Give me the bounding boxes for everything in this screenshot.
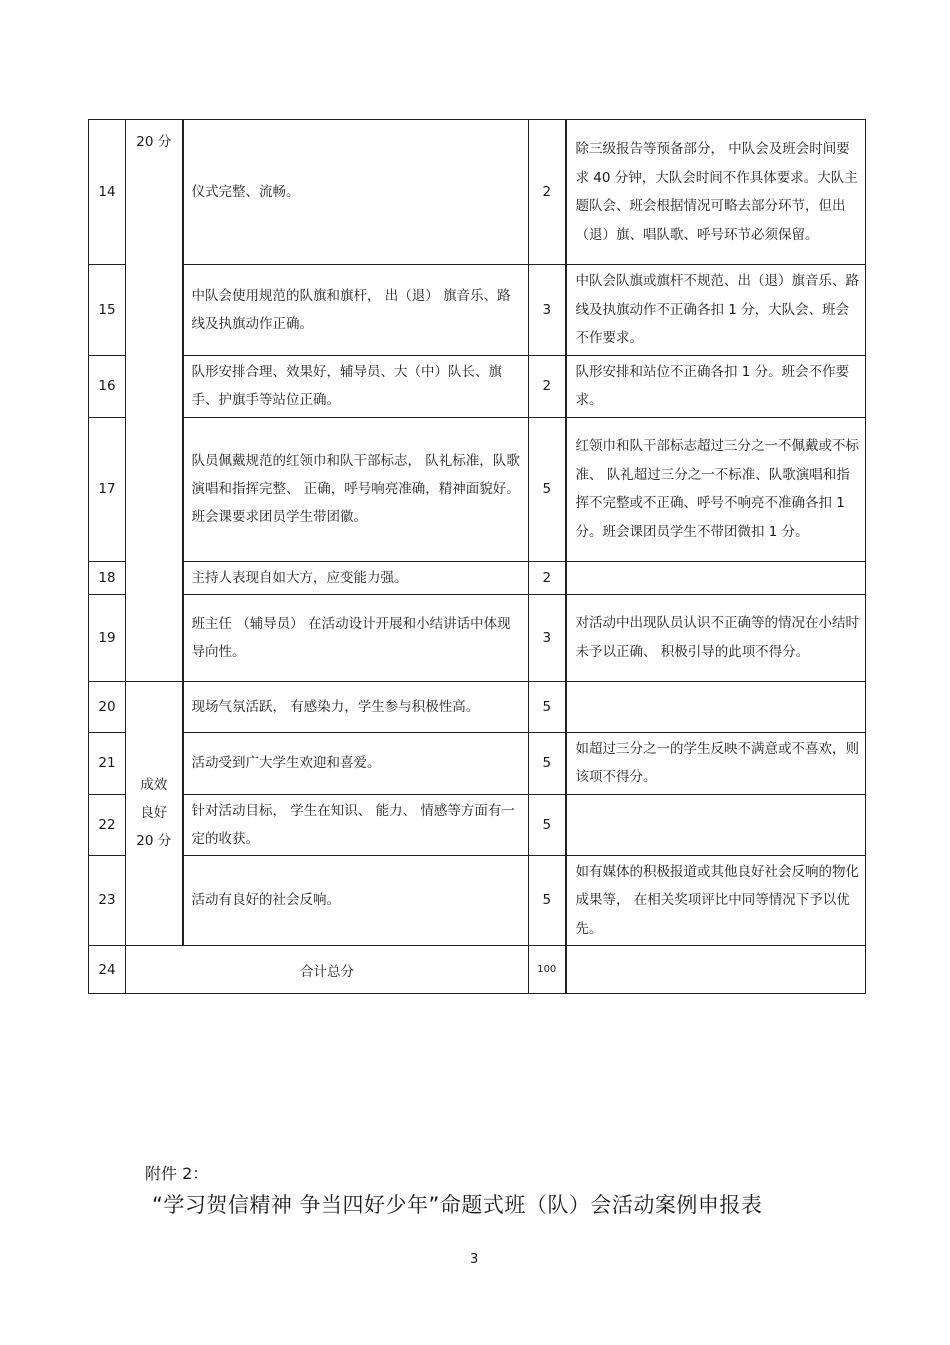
table-row xyxy=(89,417,866,561)
row-number: 14 xyxy=(89,120,126,265)
table-row xyxy=(89,355,866,417)
row-number: 19 xyxy=(89,594,126,681)
points-cell: 5 xyxy=(529,732,566,794)
total-points: 100 xyxy=(529,946,566,994)
points-cell: 5 xyxy=(529,794,566,855)
points-cell: 5 xyxy=(529,681,566,732)
category-cell-effect xyxy=(126,681,183,946)
annex-label: 附件 2： xyxy=(145,1164,209,1183)
note-cell: 如有媒体的积极报道或其他良好社会反响的物化成果等， 在相关奖项评比中同等情况下予以优先。 xyxy=(566,855,866,946)
criteria-cell: 队形安排合理、效果好，辅导员、大（中）队长、旗手、护旗手等站位正确。 xyxy=(183,355,529,417)
row-number: 24 xyxy=(89,946,126,994)
note-cell xyxy=(566,561,866,594)
row-number: 18 xyxy=(89,561,126,594)
note-cell: 除三级报告等预备部分， 中队会及班会时间要求 40 分钟，大队会时间不作具体要求。大队主题队会、班会根据情况可略去部分环节，但出（退）旗、唱队歌、呼号环节必须保留。 xyxy=(566,120,866,265)
total-label: 合计总分 xyxy=(126,946,529,994)
table-row xyxy=(89,120,866,265)
criteria-cell: 活动有良好的社会反响。 xyxy=(183,855,529,946)
criteria-cell: 队员佩戴规范的红领巾和队干部标志， 队礼标准，队歌演唱和指挥完整、 正确，呼号响亮准确，精神面貌好。 班会课要求团员学生带团徽。 xyxy=(183,417,529,561)
note-cell xyxy=(566,946,866,994)
points-cell: 2 xyxy=(529,355,566,417)
criteria-cell: 现场气氛活跃， 有感染力，学生参与积极性高。 xyxy=(183,681,529,732)
criteria-cell: 仪式完整、流畅。 xyxy=(183,120,529,265)
table-row xyxy=(89,681,866,732)
note-cell: 队形安排和站位不正确各扣 1 分。班会不作要求。 xyxy=(566,355,866,417)
row-number: 16 xyxy=(89,355,126,417)
category-label: 20 分 xyxy=(136,134,172,150)
table-row xyxy=(89,794,866,855)
row-number: 21 xyxy=(89,732,126,794)
category-cell-procedure xyxy=(126,120,183,682)
note-cell: 红领巾和队干部标志超过三分之一不佩戴或不标准、 队礼超过三分之一不标准、队歌演唱和指挥不完整或不正确、呼号不响亮不准确各扣 1 分。班会课团员学生不带团微扣 1 分。 xyxy=(566,417,866,561)
row-number: 15 xyxy=(89,265,126,356)
scoring-table xyxy=(88,119,866,994)
total-row xyxy=(89,946,866,994)
annex-title: “学习贺信精神 争当四好少年”命题式班（队）会活动案例申报表 xyxy=(152,1193,763,1217)
table-row xyxy=(89,732,866,794)
note-cell: 对活动中出现队员认识不正确等的情况在小结时未予以正确、 积极引导的此项不得分。 xyxy=(566,594,866,681)
row-number: 20 xyxy=(89,681,126,732)
criteria-cell: 班主任 （辅导员） 在活动设计开展和小结讲话中体现导向性。 xyxy=(183,594,529,681)
criteria-cell: 活动受到广大学生欢迎和喜爱。 xyxy=(183,732,529,794)
row-number: 23 xyxy=(89,855,126,946)
table-row xyxy=(89,265,866,356)
table-row xyxy=(89,594,866,681)
table-row xyxy=(89,855,866,946)
points-cell: 5 xyxy=(529,855,566,946)
note-cell: 中队会队旗或旗杆不规范、出（退）旗音乐、路线及执旗动作不正确各扣 1 分，大队会、班会不作要求。 xyxy=(566,265,866,356)
points-cell: 3 xyxy=(529,265,566,356)
note-cell xyxy=(566,681,866,732)
category-label: 成效 良好 20 分 xyxy=(136,777,172,850)
note-cell xyxy=(566,794,866,855)
criteria-cell: 主持人表现自如大方，应变能力强。 xyxy=(183,561,529,594)
row-number: 22 xyxy=(89,794,126,855)
note-cell: 如超过三分之一的学生反映不满意或不喜欢，则该项不得分。 xyxy=(566,732,866,794)
points-cell: 2 xyxy=(529,120,566,265)
points-cell: 2 xyxy=(529,561,566,594)
points-cell: 5 xyxy=(529,417,566,561)
row-number: 17 xyxy=(89,417,126,561)
page-number: 3 xyxy=(470,1252,479,1267)
table-row xyxy=(89,561,866,594)
criteria-cell: 针对活动目标， 学生在知识、 能力、 情感等方面有一定的收获。 xyxy=(183,794,529,855)
points-cell: 3 xyxy=(529,594,566,681)
criteria-cell: 中队会使用规范的队旗和旗杆， 出（退） 旗音乐、路线及执旗动作正确。 xyxy=(183,265,529,356)
